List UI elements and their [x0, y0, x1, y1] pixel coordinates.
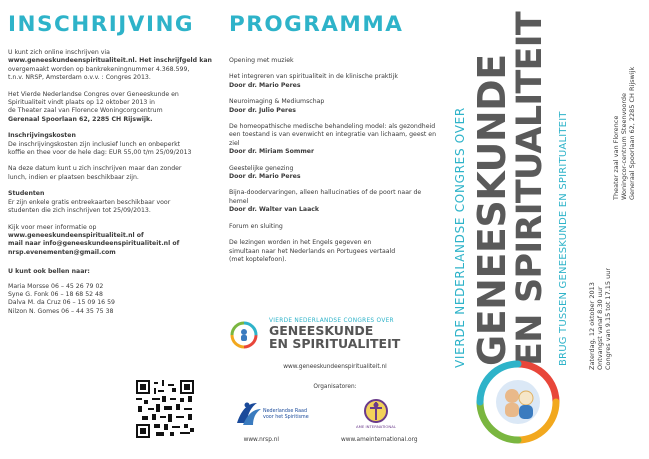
- venue-line: Generaal Spoorlaan 62, 2285 CH Rijswijk: [628, 66, 636, 200]
- cover-title-line2: EN SPIRITUALITEIT: [510, 12, 550, 366]
- contact-line: Nilzon N. Gomes 06 – 44 35 75 38: [8, 307, 114, 315]
- door-line: lunch, indien er plaatsen beschikbaar zijn.: [8, 173, 139, 181]
- program-item-title: Neuroimaging & Mediumschap: [229, 98, 325, 106]
- students-line: studenten die zich inschrijven tot 25/09/2013.: [8, 207, 151, 215]
- program-item-title: Forum en sluiting: [229, 222, 283, 230]
- venue-line: Spiritualiteit vindt plaats op 12 oktober 2013 in: [8, 99, 155, 107]
- logo-title-line2: EN SPIRITUALITEIT: [269, 336, 401, 351]
- program-item: [229, 123, 441, 157]
- venue-line: Het Vierde Nederlandse Congres over Geneeskunde en: [8, 90, 179, 98]
- intro-text: [8, 49, 226, 83]
- cover-top-line: VIERDE NEDERLANDSE CONGRES OVER: [453, 107, 467, 368]
- program-item-speaker: Door dr. Julio Peres: [229, 106, 296, 114]
- programma-column: [229, 12, 441, 452]
- program-list: [229, 57, 441, 264]
- costs-title: Inschrijvingskosten: [8, 132, 76, 140]
- program-item-speaker: Door dr. Mario Peres: [229, 81, 301, 89]
- costs-line: koffie en thee voor de hele dag: EUR 55,00 t/m 25/09/2013: [8, 149, 192, 157]
- nrsp-email-link[interactable]: nrsp.evenementen@gmail.com: [8, 248, 116, 256]
- program-item: [229, 223, 441, 231]
- cover-panel: [449, 0, 649, 459]
- intro-line: www.geneeskundeenspiritualiteit.nl. Het inschrijfgeld kan: [8, 57, 212, 65]
- cover-subtitle: BRUG TUSSEN GENEESKUNDE EN SPIRITUALITEIT: [558, 111, 569, 366]
- program-item: [229, 189, 441, 214]
- website-link[interactable]: www.geneeskundeenspiritualiteit.nl of: [8, 231, 144, 239]
- info-line: Kijk voor meer informatie op: [8, 223, 97, 231]
- note-line: De lezingen worden in het Engels gegeven en: [229, 239, 372, 247]
- qr-code-icon: [136, 380, 194, 438]
- program-item: [229, 73, 441, 90]
- program-item-speaker: Door dr. Mario Peres: [229, 173, 301, 181]
- info-email-link[interactable]: mail naar info@geneeskundeenspiritualiteit.nl of: [8, 240, 180, 248]
- program-item-speaker: Door dr. Walter van Laack: [229, 206, 320, 214]
- nrsp-logo-icon: [233, 397, 309, 431]
- svg-text:Nederlandse Raad: Nederlandse Raad: [263, 409, 307, 414]
- intro-line: U kunt zich online inschrijven via: [8, 49, 110, 56]
- congress-logo-icon: [229, 320, 259, 350]
- students-line: Er zijn enkele gratis entreekaarten beschikbaar voor: [8, 198, 171, 206]
- inschrijving-heading: INSCHRIJVING: [8, 12, 195, 37]
- venue-line: Woningcor-centrum Steenvoorde: [620, 92, 628, 200]
- call-title: U kunt ook bellen naar:: [8, 268, 90, 276]
- program-item: [229, 98, 441, 115]
- logo-text: [269, 318, 400, 350]
- program-item: [229, 165, 441, 182]
- svg-text:voor het Spiritisme: voor het Spiritisme: [263, 415, 309, 420]
- intro-line: overgemaakt worden op bankrekeningnummer 4.368.599,: [8, 65, 190, 73]
- intro-line: t.n.v. NRSP, Amsterdam o.v.v. : Congres 2013.: [8, 74, 151, 82]
- students-title: Studenten: [8, 190, 45, 198]
- contact-line: Syne G. Fonk 06 – 18 68 52 48: [8, 290, 103, 298]
- logo-title-line1: GENEESKUNDE: [269, 323, 374, 338]
- program-item-title: De homeopathische medische behandeling model: als gezondheid een toestand is van evenwicht en integratie van lichaam, geest en ziel: [229, 123, 437, 147]
- svg-text:AME INTERNATIONAL: AME INTERNATIONAL: [356, 424, 396, 429]
- note-line: (met koptelefoon).: [229, 255, 287, 263]
- date-info: [588, 268, 612, 370]
- logo-url-link[interactable]: www.geneeskundeenspiritualiteit.nl: [283, 364, 387, 370]
- programma-heading: PROGRAMMA: [229, 12, 404, 37]
- inschrijving-column: [8, 12, 226, 452]
- note-line: simultaan naar het Nederlands en Portugees vertaald: [229, 247, 396, 255]
- venue-line: Gerenaal Spoorlaan 62, 2285 CH Rijswijk.: [8, 115, 153, 123]
- date-line: Congres van 9.15 tot 17.15 uur: [604, 267, 612, 370]
- program-item-title: Geestelijke genezing: [229, 164, 294, 172]
- cover-title-line1: GENEESKUNDE: [470, 54, 514, 366]
- venue-line: Theater zaal van Florence: [612, 115, 620, 200]
- contact-line: Dalva M. da Cruz 06 – 15 09 16 59: [8, 299, 115, 307]
- nrsp-url-link[interactable]: www.nrsp.nl: [243, 437, 279, 443]
- date-line: Zaterdag, 12 oktober 2013: [588, 282, 596, 370]
- date-line: Ontvangst vanaf 8.30 uur: [596, 286, 604, 370]
- organisers-label: Organisatoren:: [313, 384, 357, 390]
- venue-text: [8, 91, 226, 125]
- logo-top-line: VIERDE NEDERLANDSE CONGRES OVER: [269, 318, 394, 324]
- ame-logo-icon: [356, 396, 396, 430]
- venue-info: [612, 67, 636, 200]
- program-item-title: Bijna-doodervaringen, alleen hallucinaties of de poort naar de hemel: [229, 189, 422, 205]
- costs-line: De inschrijvingskosten zijn inclusief lunch en onbeperkt: [8, 140, 181, 148]
- program-item-title: Het integreren van spiritualiteit in de klinische praktijk: [229, 73, 398, 81]
- program-item-title: Opening met muziek: [229, 57, 294, 64]
- ame-url-link[interactable]: www.ameinternational.org: [341, 437, 418, 443]
- program-item-speaker: Door dr. Miriam Sommer: [229, 148, 315, 156]
- congress-emblem-icon: [474, 358, 562, 446]
- contact-line: Maria Morsse 06 – 45 26 79 02: [8, 282, 104, 290]
- door-line: Na deze datum kunt u zich inschrijven maar dan zonder: [8, 165, 182, 173]
- venue-line: de Theater zaal van Florence Woningcorgcentrum: [8, 107, 163, 115]
- program-item: [229, 57, 441, 65]
